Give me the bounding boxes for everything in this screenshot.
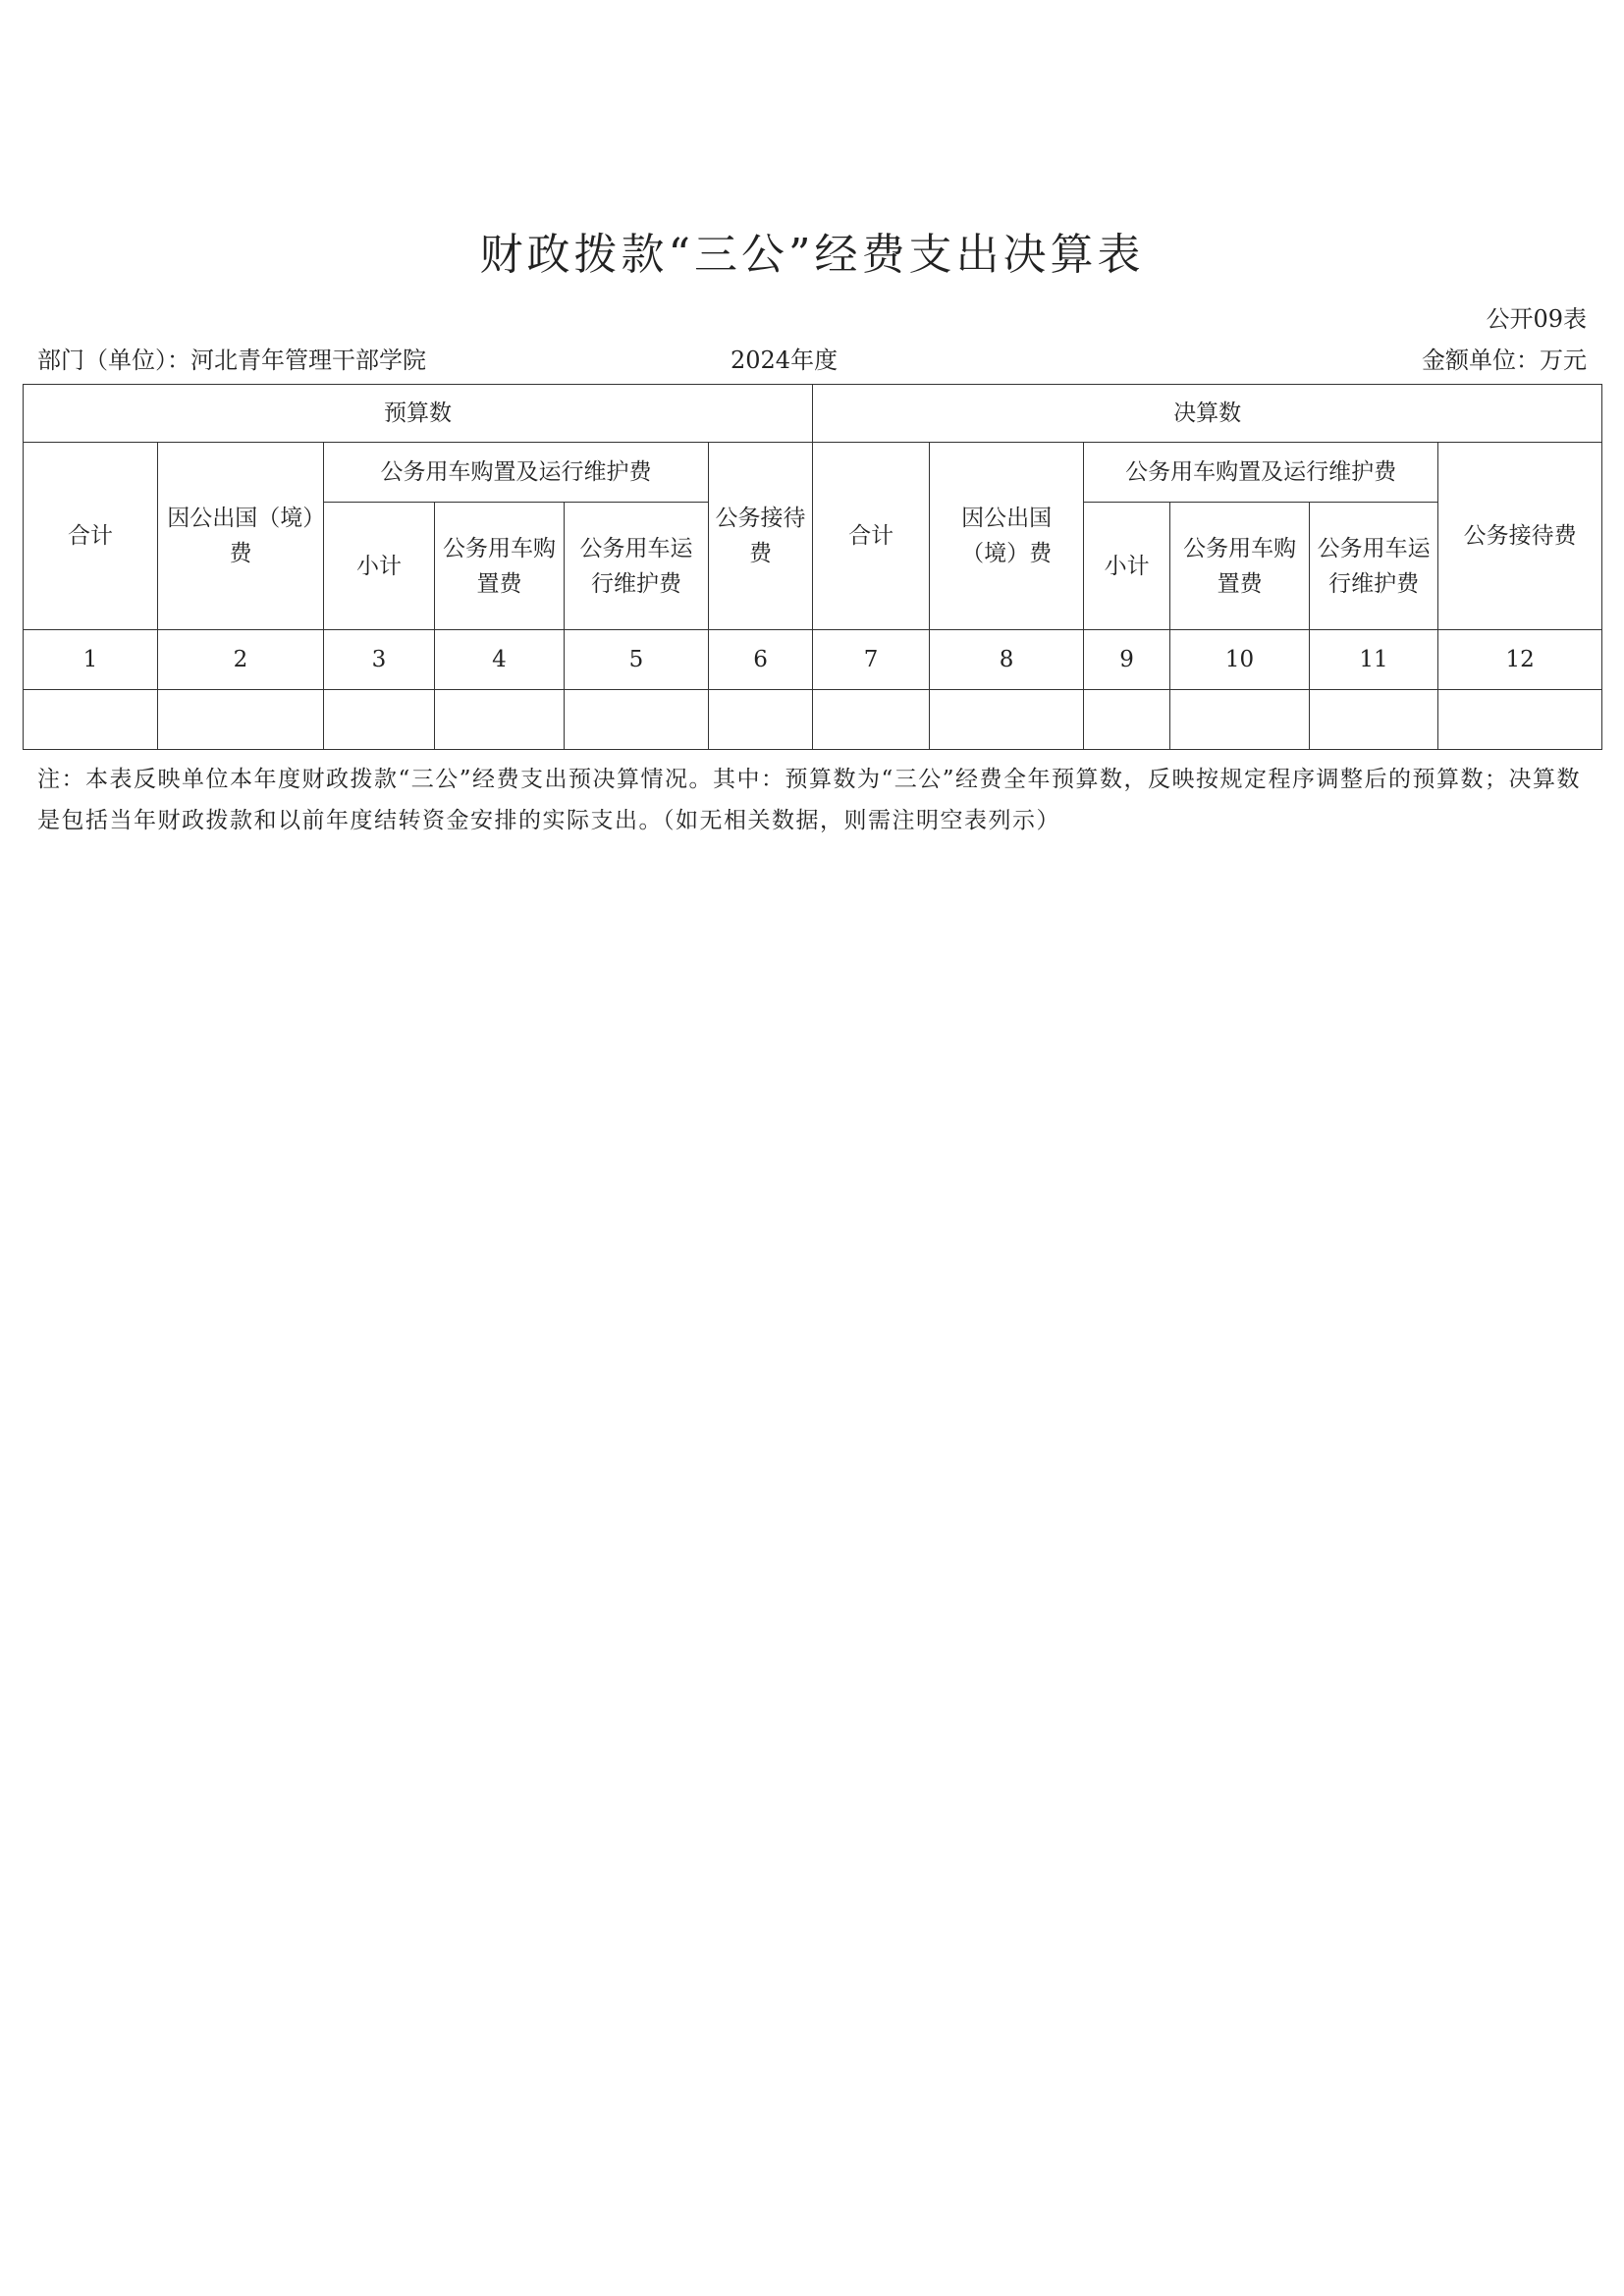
budget-reception-header: 公务接待费 bbox=[709, 443, 813, 630]
data-row bbox=[24, 690, 1602, 750]
column-number: 4 bbox=[435, 630, 565, 690]
final-reception-header: 公务接待费 bbox=[1438, 443, 1602, 630]
data-cell bbox=[435, 690, 565, 750]
meta-row bbox=[37, 346, 1587, 375]
final-total-header: 合计 bbox=[813, 443, 930, 630]
data-cell bbox=[1438, 690, 1602, 750]
budget-header: 预算数 bbox=[24, 385, 813, 443]
budget-total-header: 合计 bbox=[24, 443, 158, 630]
column-number: 8 bbox=[930, 630, 1084, 690]
column-number: 11 bbox=[1310, 630, 1438, 690]
data-cell bbox=[24, 690, 158, 750]
form-number: 公开09表 bbox=[1486, 305, 1587, 333]
data-cell bbox=[1310, 690, 1438, 750]
final-vehicle-group-header: 公务用车购置及运行维护费 bbox=[1084, 443, 1438, 503]
final-vehicle-maintenance-header: 公务用车运行维护费 bbox=[1310, 503, 1438, 630]
data-cell bbox=[1170, 690, 1310, 750]
column-number: 12 bbox=[1438, 630, 1602, 690]
column-number: 6 bbox=[709, 630, 813, 690]
final-vehicle-purchase-header: 公务用车购置费 bbox=[1170, 503, 1310, 630]
column-number: 2 bbox=[158, 630, 324, 690]
data-cell bbox=[324, 690, 435, 750]
column-number: 1 bbox=[24, 630, 158, 690]
department-label: 部门（单位）：河北青年管理干部学院 bbox=[37, 347, 426, 374]
final-abroad-header: 因公出国（境）费 bbox=[930, 443, 1084, 630]
page-title: 财政拨款“三公”经费支出决算表 bbox=[479, 230, 1145, 280]
column-number: 9 bbox=[1084, 630, 1170, 690]
data-cell bbox=[565, 690, 709, 750]
data-cell bbox=[158, 690, 324, 750]
budget-abroad-header: 因公出国（境）费 bbox=[158, 443, 324, 630]
column-number-row bbox=[24, 630, 1602, 690]
data-cell bbox=[1084, 690, 1170, 750]
column-number: 10 bbox=[1170, 630, 1310, 690]
budget-subtotal-header: 小计 bbox=[324, 503, 435, 630]
budget-vehicle-group-header: 公务用车购置及运行维护费 bbox=[324, 443, 709, 503]
column-number: 7 bbox=[813, 630, 930, 690]
final-header: 决算数 bbox=[813, 385, 1602, 443]
amount-unit: 金额单位：万元 bbox=[1422, 347, 1587, 374]
column-number: 3 bbox=[324, 630, 435, 690]
table-note: 注：本表反映单位本年度财政拨款“三公”经费支出预决算情况。其中：预算数为“三公”经费全年预算数，反映按规定程序调整后的预算数；决算数是包括当年财政拨款和以前年度结转资金安排的实际支出。（如无相关数据，则需注明空表列示） bbox=[37, 767, 1582, 833]
column-number: 5 bbox=[565, 630, 709, 690]
data-cell bbox=[813, 690, 930, 750]
data-cell bbox=[930, 690, 1084, 750]
budget-vehicle-purchase-header: 公务用车购置费 bbox=[435, 503, 565, 630]
final-subtotal-header: 小计 bbox=[1084, 503, 1170, 630]
three-public-expenses-table bbox=[23, 384, 1602, 750]
budget-vehicle-maintenance-header: 公务用车运行维护费 bbox=[565, 503, 709, 630]
data-cell bbox=[709, 690, 813, 750]
fiscal-year: 2024年度 bbox=[731, 347, 839, 374]
